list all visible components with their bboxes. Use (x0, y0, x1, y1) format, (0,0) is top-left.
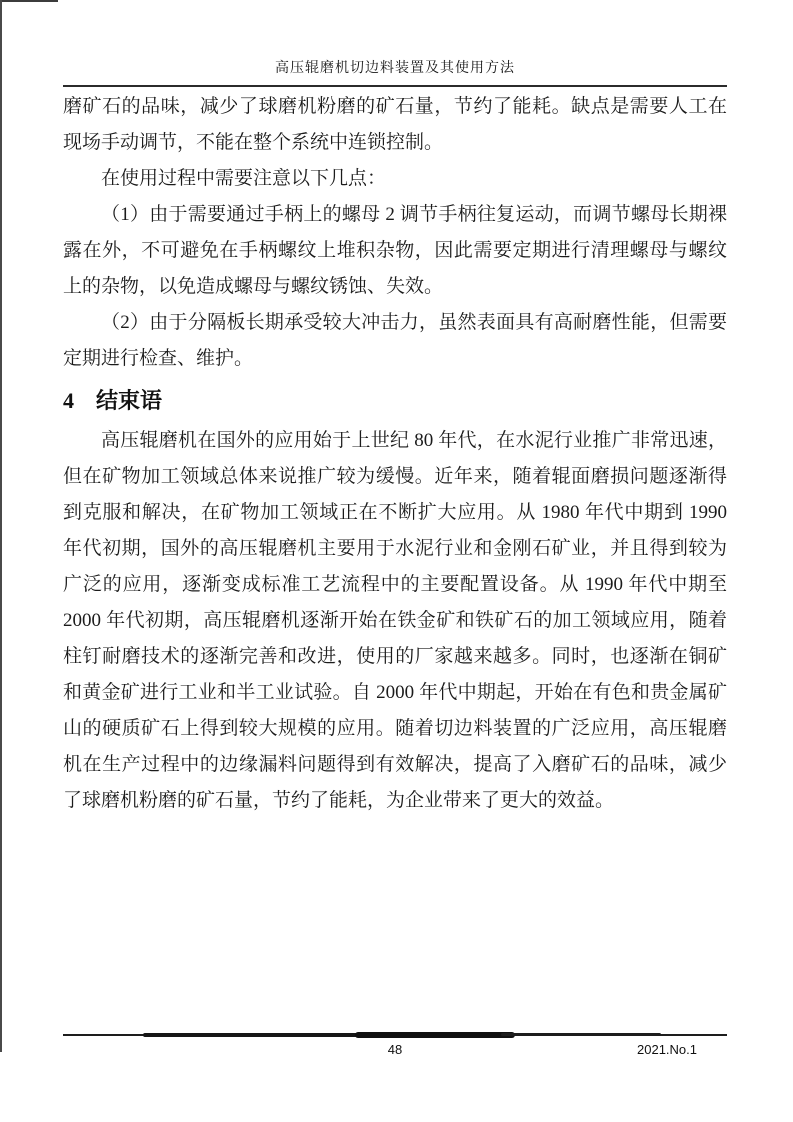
footer-rule-segment (501, 1033, 660, 1036)
body-paragraph: （1）由于需要通过手柄上的螺母 2 调节手柄往复运动，而调节螺母长期裸露在外，不可避免在手柄螺纹上堆积杂物，因此需要定期进行清理螺母与螺纹上的杂物，以免造成螺母与螺纹锈蚀、失效。 (63, 204, 727, 297)
scan-artifact-top (0, 0, 58, 2)
footer-rule-segment (355, 1032, 514, 1038)
footer-rule-segment (143, 1033, 369, 1037)
issue-label: 2021.No.1 (637, 1042, 697, 1057)
body-paragraph: 在使用过程中需要注意以下几点： (101, 168, 387, 189)
footer-meta (63, 1042, 727, 1060)
page-content (63, 0, 727, 819)
section-title: 结束语 (96, 388, 163, 413)
running-title: 高压辊磨机切边料装置及其使用方法 (275, 61, 515, 76)
scan-artifact-left (0, 0, 2, 1052)
header-rule (63, 85, 727, 87)
section-number: 4 (63, 388, 74, 413)
document-body (63, 89, 727, 819)
page-footer (63, 1031, 727, 1060)
page-number: 48 (387, 1042, 403, 1057)
section-heading (63, 386, 727, 416)
footer-rule (63, 1031, 727, 1039)
body-paragraph: （2）由于分隔板长期承受较大冲击力，虽然表面具有高耐磨性能，但需要定期进行检查、维护。 (63, 312, 727, 369)
body-paragraph: 磨矿石的品味，减少了球磨机粉磨的矿石量，节约了能耗。缺点是需要人工在现场手动调节，不能在整个系统中连锁控制。 (63, 96, 727, 153)
body-paragraph: 高压辊磨机在国外的应用始于上世纪 80 年代，在水泥行业推广非常迅速，但在矿物加工领域总体来说推广较为缓慢。近年来，随着辊面磨损问题逐渐得到克服和解决，在矿物加工领域正在不断扩大应用。从 1980 年代中期到 1990 年代初期，国外的高压辊磨机主要用于水泥行业和金刚石矿业，并且得到较为广泛的应用，逐渐变成标准工艺流程中的主要配置设备。从 1990 年代中期至 2000 年代初期，高压辊磨机逐渐开始在铁金矿和铁矿石的加工领域应用，随着柱钉耐磨技术的逐渐完善和改进，使用的厂家越来越多。同时，也逐渐在铜矿和黄金矿进行工业和半工业试验。自 2000 年代中期起，开始在有色和贵金属矿山的硬质矿石上得到较大规模的应用。随着切边料装置的广泛应用，高压辊磨机在生产过程中的边缘漏料问题得到有效解决，提高了入磨矿石的品味，减少了球磨机粉磨的矿石量，节约了能耗，为企业带来了更大的效益。 (63, 430, 727, 811)
